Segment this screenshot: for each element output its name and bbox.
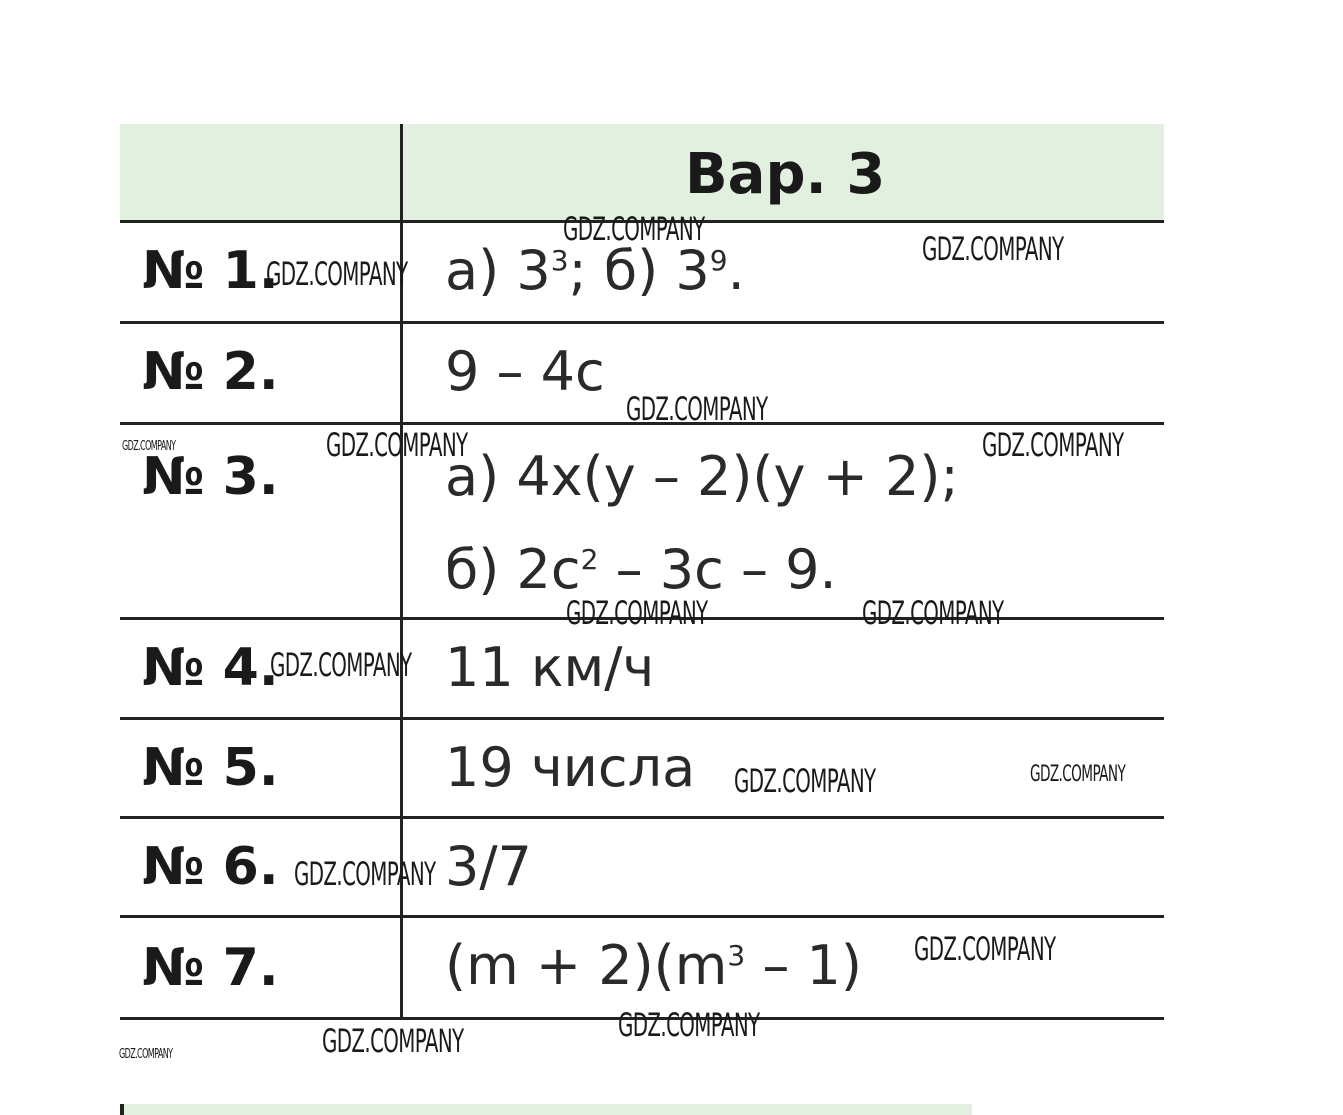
watermark: GDZ.COMPANY bbox=[322, 1022, 464, 1060]
task-number: № 4. bbox=[142, 638, 279, 698]
next-table-edge bbox=[120, 1104, 972, 1115]
task-number: № 5. bbox=[142, 738, 279, 798]
watermark: GDZ.COMPANY bbox=[266, 255, 408, 293]
task-answer: а) 4х(у – 2)(у + 2); bbox=[445, 445, 959, 508]
watermark: GDZ.COMPANY bbox=[563, 210, 705, 248]
watermark: GDZ.COMPANY bbox=[270, 646, 412, 684]
task-number: № 2. bbox=[142, 342, 279, 402]
task-number: № 7. bbox=[142, 938, 279, 998]
watermark: GDZ.COMPANY bbox=[982, 426, 1124, 464]
watermark: GDZ.COMPANY bbox=[294, 855, 436, 893]
task-answer: 9 – 4с bbox=[445, 340, 605, 403]
watermark: GDZ.COMPANY bbox=[734, 762, 876, 800]
watermark: GDZ.COMPANY bbox=[1030, 762, 1126, 787]
watermark: GDZ.COMPANY bbox=[566, 594, 708, 632]
table-row bbox=[120, 819, 1164, 918]
watermark: GDZ.COMPANY bbox=[862, 594, 1004, 632]
task-answer: а) $3^3$; б) $3^9$. bbox=[445, 239, 745, 302]
task-answer: $(m + 2)(m^3 - 1)$ bbox=[445, 934, 862, 997]
watermark: GDZ.COMPANY bbox=[914, 930, 1056, 968]
task-number: № 1. bbox=[142, 241, 279, 301]
watermark: GDZ.COMPANY bbox=[626, 390, 768, 428]
variant-title: Вар. 3 bbox=[685, 142, 886, 207]
task-number: № 3. bbox=[142, 447, 279, 507]
task-answer: 3/7 bbox=[445, 835, 532, 898]
watermark: GDZ.COMPANY bbox=[122, 439, 176, 454]
task-answer: 19 числа bbox=[445, 736, 696, 799]
watermark: GDZ.COMPANY bbox=[618, 1006, 760, 1044]
table-header-row bbox=[120, 124, 1164, 223]
watermark: GDZ.COMPANY bbox=[326, 426, 468, 464]
task-number: № 6. bbox=[142, 837, 279, 897]
task-answer-line2: б) $2с^2 - 3с - 9$. bbox=[445, 538, 837, 601]
table-row bbox=[120, 720, 1164, 819]
watermark: GDZ.COMPANY bbox=[922, 230, 1064, 268]
task-answer: 11 км/ч bbox=[445, 636, 655, 699]
watermark: GDZ.COMPANY bbox=[119, 1047, 173, 1062]
